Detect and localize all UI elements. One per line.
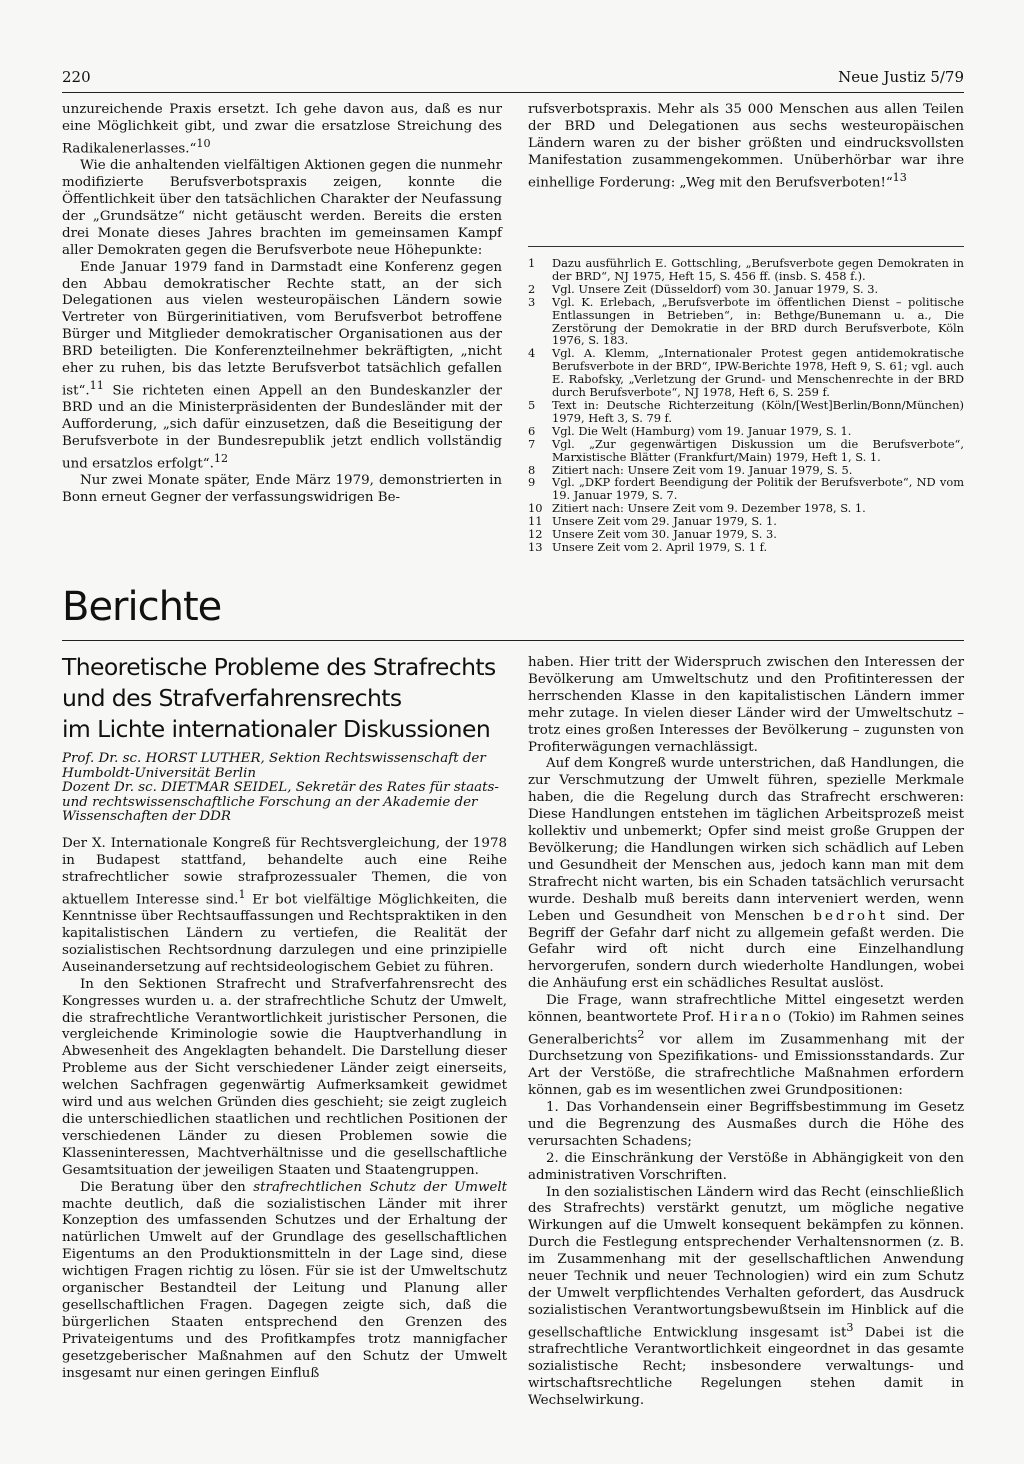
article-authors: [62, 752, 507, 825]
footnote: [528, 476, 964, 502]
footnote: [528, 528, 964, 541]
footnote: [528, 347, 964, 399]
paragraph: unzureichende Praxis ersetzt. Ich gehe davon aus, daß es nur eine Möglichkeit gibt, und zwar die ersatzlose Streichung des Radikalenerlasses.“$^{10}$: [62, 102, 502, 157]
top-right-column: [528, 102, 964, 192]
footnote-number: 12: [528, 527, 543, 542]
paragraph: Der X. Internationale Kongreß für Rechtsvergleichung, der 1978 in Budapest stattfand, behandelte auch eine Reihe strafrechtlicher sowie strafprozessualer Themen, die von aktuellem Interesse sind.$^1$ Er bot vielfältige Möglichkeiten, die Kenntnisse über Rechtsauffassungen und Rechtspraktiken in den kapitalistischen Ländern zu vertiefen, die Realität der sozialistischen Rechtsordnung darzulegen und eine prinzipielle Auseinandersetzung auf rechtsideologischem Gebiet zu führen.: [62, 836, 507, 975]
footnote-number: 7: [528, 436, 536, 451]
footnote-number: 3: [528, 294, 536, 309]
spaced-emphasis: bedroht: [813, 908, 888, 924]
footnote: [528, 296, 964, 348]
paragraph: In den Sektionen Strafrecht und Strafverfahrensrecht des Kongresses wurden u. a. der strafrechtliche Schutz der Umwelt, die strafrechtliche Verantwortlichkeit juristischer Personen, die vergleichende Kriminologie sowie die Hauptverhandlung in Abwesenheit des Angeklagten behandelt. Die Darstellung dieser Probleme aus der Sicht verschiedener Länder zeigt einerseits, welchen Sachfragen gegenwärtig Aufmerksamkeit gewidmet wird und aus welchen Gründen dies geschieht; sie zeigt zugleich die unterschiedlichen staatlichen und rechtlichen Positionen der verschiedenen Länder zu diesen Problemen sowie die Klasseninteressen, Machtverhältnisse und die gesellschaftliche Gesamtsituation der jeweiligen Staaten und Staatengruppen.: [62, 976, 507, 1178]
paragraph: haben. Hier tritt der Widerspruch zwischen den Interessen der Bevölkerung am Umweltschutz und den Profitinteressen der herrschenden Klasse in den kapitalistischen Ländern immer mehr zutage. In vielen dieser Länder wird der Umweltschutz – trotz eines großen Interesses der Bevölkerung – zugunsten von Profiterwägungen vernachlässigt.: [528, 655, 964, 755]
footnote-text: Vgl. Die Welt (Hamburg) vom 19. Januar 1979, S. 1.: [552, 423, 852, 438]
top-left-column: [62, 102, 502, 507]
page-number: 220: [62, 68, 91, 86]
paragraph: 1. Das Vorhandensein einer Begriffsbestimmung im Gesetz und die Begrenzung des Ausmaßes durch die Höhe des verursachten Schadens;: [528, 1100, 964, 1149]
paragraph: Die Frage, wann strafrechtliche Mittel eingesetzt werden können, beantwortete Prof. Hirano (Tokio) im Rahmen seines Generalberichts$^2$ vor allem im Zusammenhang mit der Durchsetzung von Spezifikations- und Emissionsstandards. Zur Art der Verstöße, die strafrechtliche Maßnahmen erfordern können, gab es im wesentlichen zwei Grundpositionen:: [528, 993, 965, 1099]
author: Dozent Dr. sc. DIETMAR SEIDEL, Sekretär des Rates für staats- und rechtswissenschaftliche Forschung an der Akademie der Wissenschaften der DDR: [62, 780, 499, 825]
footnote-ref: 3: [846, 1320, 854, 1334]
footnote-text: Unsere Zeit vom 30. Januar 1979, S. 3.: [552, 527, 777, 542]
paragraph: Wie die anhaltenden vielfältigen Aktionen gegen die nunmehr modifizierte Berufsverbotspraxis zeigen, konnte die Öffentlichkeit über den tatsächlichen Charakter der Neufassung der „Grundsätze“ nicht getäuscht werden. Bereits die ersten drei Monate dieses Jahres brachten im gemeinsamen Kampf aller Demokraten gegen die Berufsverbote neue Höhepunkte:: [62, 158, 502, 258]
footnote-number: 6: [528, 423, 536, 438]
footnote-number: 11: [528, 514, 543, 529]
article-left-column: [62, 836, 507, 1382]
footnote-rule: [528, 246, 964, 247]
footnote: [528, 438, 964, 464]
footnote-ref: 13: [892, 170, 907, 184]
footnote-ref: 10: [196, 136, 211, 150]
section-rule: [62, 640, 964, 641]
footnote-number: 5: [528, 397, 536, 412]
footnote: [528, 283, 964, 296]
paragraph: Die Beratung über den strafrechtlichen Schutz der Umwelt machte deutlich, daß die sozialistischen Länder mit ihrer Konzeption des umfassenden Schutzes und der Erhaltung der natürlichen Umwelt auf der Grundlage des gesellschaftlichen Eigentums an den Produktionsmitteln in der Lage sind, diese wichtigen Fragen richtig zu lösen. Für sie ist der Umweltschutz organischer Bestandteil der Leitung und Planung aller gesellschaftlichen Fragen. Dagegen zeigte sich, daß die bürgerlichen Staaten entsprechend den Grenzen des Privateigentums und des Profitkampfes trotz mannigfacher gesetzgeberischer Maßnahmen auf den Schutz der Umwelt insgesamt nur einen geringen Einfluß: [62, 1179, 508, 1381]
footnote-text: Vgl. „DKP fordert Beendigung der Politik der Berufsverbote“, ND vom 19. Januar 1979, S. 7.: [552, 475, 964, 503]
footnote-number: 2: [528, 281, 536, 296]
paragraph: Nur zwei Monate später, Ende März 1979, demonstrierten in Bonn erneut Gegner der verfassungswidrigen Be-: [62, 473, 502, 506]
footnote-ref: 12: [213, 452, 229, 466]
title-line: im Lichte internationaler Diskussionen: [62, 715, 491, 743]
paragraph: 2. die Einschränkung der Verstöße in Abhängigkeit von den administrativen Vorschriften.: [528, 1150, 964, 1183]
footnote-text: Zitiert nach: Unsere Zeit vom 19. Januar 1979, S. 5.: [552, 462, 853, 477]
footnote-text: Vgl. „Zur gegenwärtigen Diskussion um die Berufsverbote“, Marxistische Blätter (Frankfurt/Main) 1979, Heft 1, S. 1.: [552, 436, 964, 464]
author: Prof. Dr. sc. HORST LUTHER, Sektion Rechtswissenschaft der Humboldt-Universität Berlin: [62, 751, 486, 781]
footnote-number: 10: [528, 501, 543, 516]
article-right-column: [528, 655, 964, 1410]
footnote-ref: 1: [238, 887, 246, 901]
title-line: Theoretische Probleme des Strafrechts: [62, 653, 496, 681]
footnote: [528, 425, 964, 438]
section-heading: Berichte: [62, 584, 222, 630]
footnote-text: Dazu ausführlich E. Gottschling, „Berufsverbote gegen Demokraten in der BRD“, NJ 1975, Heft 15, S. 456 ff. (insb. S. 458 f.).: [552, 256, 964, 283]
footnote-text: Unsere Zeit vom 2. April 1979, S. 1 f.: [552, 539, 768, 554]
article-title: [62, 652, 512, 745]
paragraph: In den sozialistischen Ländern wird das Recht (einschließlich des Strafrechts) verstärkt genutzt, um mögliche negative Wirkungen auf die Umwelt konsequent bekämpfen zu können. Durch die Festlegung entsprechender Verhaltensnormen (z. B. im Zusammenhang mit der gesellschaftlichen Anwendung neuer Technik und neuer Technologien) wird ein zum Schutz der Umwelt verpflichtendes Verhalten gefordert, das Ausdruck sozialistischen Verantwortungsbewußtsein im Hinblick auf die gesellschaftliche Entwicklung insgesamt ist$^3$ Dabei ist die strafrechtliche Verantwortlichkeit eingeordnet in das gesamte sozialistische Recht; insbesondere verwaltungs- und wirtschaftsrechtliche Regelungen stehen damit in Wechselwirkung.: [528, 1184, 964, 1408]
title-line: und des Strafverfahrensrechts: [62, 684, 402, 712]
header-rule: [62, 92, 964, 93]
footnote-text: Vgl. A. Klemm, „Internationaler Protest gegen antidemokratische Berufsverbote in der BRD“, IPW-Berichte 1978, Heft 9, S. 61; vgl. auch E. Rabofsky, „Verletzung der Grund- und Menschenrechte in der BRD durch Berufsverbote“, NJ 1978, Heft 6, S. 259 f.: [552, 346, 964, 400]
footnote-number: 9: [528, 475, 536, 490]
footnote-ref: 2: [637, 1027, 645, 1041]
journal-issue: Neue Justiz 5/79: [838, 68, 964, 86]
footnote-number: 4: [528, 346, 536, 361]
footnote-number: 1: [528, 256, 536, 270]
paragraph: Ende Januar 1979 fand in Darmstadt eine Konferenz gegen den Abbau demokratischer Rechte statt, an der sich Delegationen aus vielen westeuropäischen Ländern sowie Vertreter von Bürgerinitiativen, vom Berufsverbot betroffene Bürger und Mitglieder demokratischer Organisationen aus der BRD beteiligten. Die Konferenzteilnehmer bekräftigten, „nicht eher zu ruhen, bis das letzte Berufsverbot tatsächlich gefallen ist“.$^{11}$ Sie richteten einen Appell an den Bundeskanzler der BRD und an die Ministerpräsidenten der Bundesländer mit der Aufforderung, „sich dafür einzusetzen, daß die Beseitigung der Berufsverbote in der Bundesrepublik jetzt endlich vollständig und ersatzlos erfolgt“.$^{12}$: [62, 259, 502, 472]
footnote: [528, 257, 964, 283]
footnote-text: Zitiert nach: Unsere Zeit vom 9. Dezember 1978, S. 1.: [552, 501, 866, 516]
footnote-ref: 11: [89, 378, 104, 392]
footnote-text: Vgl. K. Erlebach, „Berufsverbote im öffentlichen Dienst – politische Entlassungen in Betrieben“, in: Bethge/Bunemann u. a., Die Zerstörung der Demokratie in der BRD durch Berufsverbote, Köln 1976, S. 183.: [552, 294, 964, 348]
footnote-number: 8: [528, 462, 536, 477]
spaced-emphasis: Hirano: [718, 1010, 784, 1026]
footnotes: [528, 257, 964, 554]
footnote-text: Vgl. Unsere Zeit (Düsseldorf) vom 30. Januar 1979, S. 3.: [552, 281, 879, 296]
footnote-text: Unsere Zeit vom 29. Januar 1979, S. 1.: [552, 514, 777, 529]
footnote: [528, 399, 964, 425]
emphasis: strafrechtlichen Schutz der Umwelt: [253, 1179, 508, 1195]
paragraph: rufsverbotspraxis. Mehr als 35 000 Menschen aus allen Teilen der BRD und Delegationen aus sechs westeuropäischen Ländern waren zu der bisher größten und eindrucksvollsten Manifestation zusammengekommen. Unüberhörbar war ihre einhellige Forderung: „Weg mit den Berufsverboten!“$^{13}$: [528, 102, 964, 191]
footnote-number: 13: [528, 539, 543, 554]
footnote: [528, 541, 964, 554]
paragraph: Auf dem Kongreß wurde unterstrichen, daß Handlungen, die zur Verschmutzung der Umwelt führen, spezielle Merkmale haben, die die Regelung durch das Strafrecht erschweren: Diese Handlungen entstehen im täglichen Arbeitsprozeß meist kollektiv und unbemerkt; Opfer sind meist große Gruppen der Bevölkerung; die Handlungen wirken sich schädlich auf Leben und Gesundheit der Menschen aus, jedoch kann man mit dem Strafrecht nicht warten, bis ein Schaden tatsächlich verursacht wurde. Deshalb muß bereits dann interveniert werden, wenn Leben und Gesundheit von Menschen bedroht sind. Der Begriff der Gefahr darf nicht zu allgemein gefaßt werden. Die Gefahr wird oft nicht durch eine Einzelhandlung hervorgerufen, sondern durch wiederholte Handlungen, wobei die Anhäufung erst ein schädliches Resultat auslöst.: [528, 756, 965, 992]
footnote-text: Text in: Deutsche Richterzeitung (Köln/[West]Berlin/Bonn/München) 1979, Heft 3, S. 79 f.: [552, 397, 964, 425]
